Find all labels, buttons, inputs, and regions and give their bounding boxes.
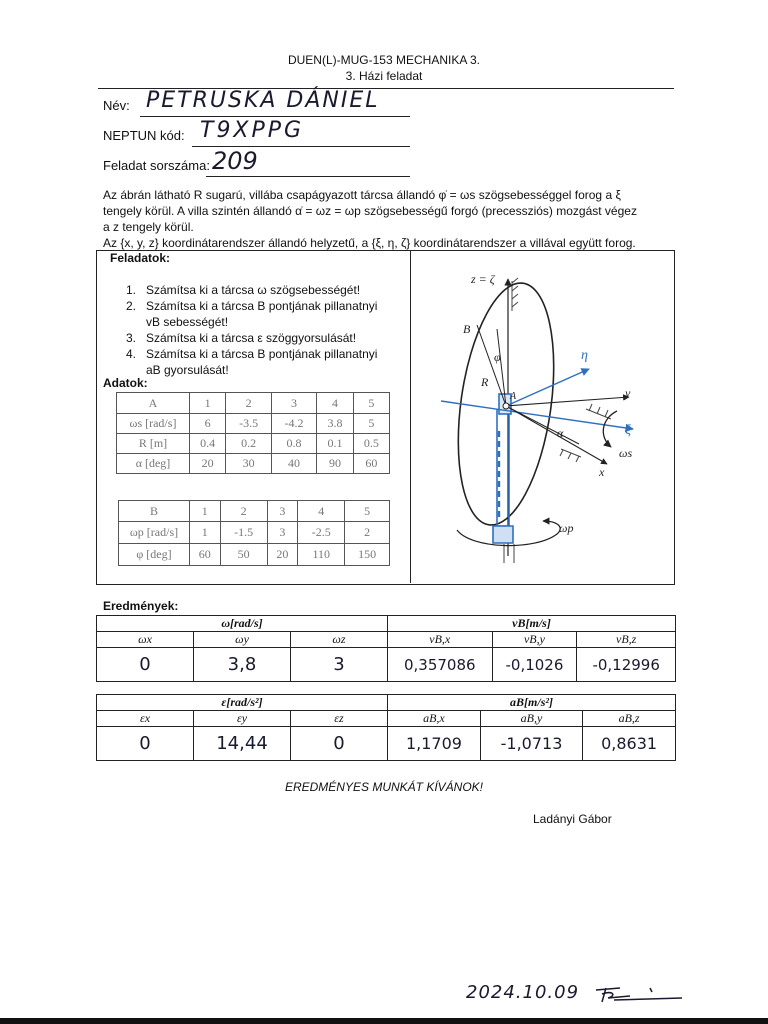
- task-number-value: 209: [212, 147, 258, 175]
- point-a: [503, 403, 509, 409]
- table-b-cell: ωp [rad/s]: [119, 522, 190, 544]
- col-ab-x: aB,x: [388, 711, 481, 727]
- task-item: [126, 298, 406, 314]
- tasks-list: [126, 282, 406, 378]
- name-value: PETRUSKA DÁNIEL: [146, 88, 380, 113]
- label-omega-s: ωs: [619, 446, 633, 460]
- table-b-cell: 110: [298, 544, 345, 566]
- task-item: [126, 330, 406, 346]
- table-b-header: 3: [267, 501, 298, 522]
- table-a-cell: 40: [271, 454, 316, 474]
- table-a-cell: 0.2: [226, 434, 271, 454]
- table-b-header: 1: [190, 501, 221, 522]
- table-a-cell: 0.5: [353, 434, 389, 454]
- col-omega-x: ωx: [97, 632, 194, 648]
- table-b-cell: 60: [190, 544, 221, 566]
- table-b-cell: 20: [267, 544, 298, 566]
- data-heading: Adatok:: [103, 376, 148, 390]
- label-alpha: α: [557, 426, 564, 440]
- task-num: 2.: [126, 299, 137, 313]
- table-b-cell: φ [deg]: [119, 544, 190, 566]
- task-num: 4.: [126, 347, 137, 361]
- label-x: x: [599, 465, 605, 479]
- task-num: 3.: [126, 331, 137, 345]
- table-a-cell: 60: [353, 454, 389, 474]
- table-a-cell: 5: [353, 414, 389, 434]
- neptun-label: NEPTUN kód:: [103, 128, 185, 143]
- table-a-cell: 6: [190, 414, 226, 434]
- label-omega-p: ωp: [559, 521, 574, 535]
- table-a-header: 5: [353, 393, 389, 414]
- course-title: DUEN(L)-MUG-153 MECHANIKA 3.: [287, 53, 481, 67]
- table-a-cell: 0.1: [317, 434, 353, 454]
- value-eps-z: 0: [291, 727, 388, 761]
- data-table-b: [118, 500, 390, 566]
- table-a-header: 1: [190, 393, 226, 414]
- value-vb-x: 0,357086: [388, 648, 493, 682]
- table-a-header: 4: [317, 393, 353, 414]
- label-xi: ξ: [625, 423, 631, 438]
- task-text: Számítsa ki a tárcsa B pontjának pillanatnyi: [146, 299, 378, 313]
- results-heading: Eredmények:: [103, 599, 179, 613]
- value-ab-x: 1,1709: [388, 727, 481, 761]
- task-number-underline: [206, 176, 410, 177]
- neptun-value: T9XPPG: [200, 118, 305, 143]
- table-b-cell: -1.5: [220, 522, 267, 544]
- task-item-cont: [126, 314, 406, 330]
- data-table-a: [116, 392, 390, 474]
- col-ab-z: aB,z: [583, 711, 676, 727]
- name-label: Név:: [103, 98, 130, 113]
- label-a: A: [510, 391, 517, 402]
- signature-date: 2024.10.09: [466, 982, 580, 1003]
- table-b-cell: 1: [190, 522, 221, 544]
- value-vb-z: -0,12996: [577, 648, 676, 682]
- col-vb-z: vB,z: [577, 632, 676, 648]
- task-item: [126, 282, 406, 298]
- table-a-cell: R [m]: [117, 434, 190, 454]
- value-eps-y: 14,44: [194, 727, 291, 761]
- intro-line-1: Az ábrán látható R sugarú, villába csapágyazott tárcsa állandó φ̇ = ωs szögsebességgel forog a ξ: [103, 188, 621, 202]
- table-b-header: 5: [345, 501, 390, 522]
- label-y: y: [625, 386, 631, 400]
- col-eps-y: εy: [194, 711, 291, 727]
- col-ab-y: aB,y: [480, 711, 582, 727]
- label-r: R: [481, 375, 489, 389]
- table-a-cell: 0.8: [271, 434, 316, 454]
- table-a-cell: 0.4: [190, 434, 226, 454]
- intro-line-3: a z tengely körül.: [103, 220, 194, 234]
- value-omega-z: 3: [291, 648, 388, 682]
- results-table-1: [96, 615, 676, 682]
- col-omega-z: ωz: [291, 632, 388, 648]
- value-ab-z: 0,8631: [583, 727, 676, 761]
- label-z-zeta: z = ζ: [471, 272, 495, 286]
- label-eta: η: [581, 348, 588, 363]
- intro-text: [103, 187, 683, 251]
- eps-title: ε[rad/s²]: [97, 695, 388, 711]
- omega-title: ω[rad/s]: [97, 616, 388, 632]
- col-vb-y: vB,y: [492, 632, 577, 648]
- value-ab-y: -1,0713: [480, 727, 582, 761]
- wish-text: EREDMÉNYES MUNKÁT KÍVÁNOK!: [284, 780, 484, 794]
- table-a-cell: ωs [rad/s]: [117, 414, 190, 434]
- value-eps-x: 0: [97, 727, 194, 761]
- table-a-cell: -3.5: [226, 414, 271, 434]
- task-number-label: Feladat sorszáma:: [103, 158, 210, 173]
- table-b-cell: -2.5: [298, 522, 345, 544]
- label-phi: φ: [494, 350, 501, 364]
- assignment-title: 3. Házi feladat: [345, 69, 423, 83]
- table-a-cell: 20: [190, 454, 226, 474]
- task-text: vB sebességét!: [146, 315, 229, 329]
- col-eps-z: εz: [291, 711, 388, 727]
- name-underline: [140, 116, 410, 117]
- table-b-header: 2: [220, 501, 267, 522]
- table-b-cell: 2: [345, 522, 390, 544]
- table-b-header: 4: [298, 501, 345, 522]
- signature: [590, 982, 690, 1006]
- table-a-cell: 90: [317, 454, 353, 474]
- table-a-cell: -4.2: [271, 414, 316, 434]
- table-a-header: 3: [271, 393, 316, 414]
- value-vb-y: -0,1026: [492, 648, 577, 682]
- intro-line-4: Az {x, y, z} koordinátarendszer állandó helyzetű, a {ξ, η, ζ} koordinátarendszer a villával együtt forog.: [103, 236, 636, 250]
- table-a-header: A: [117, 393, 190, 414]
- task-text: Számítsa ki a tárcsa ε szöggyorsulását!: [146, 331, 357, 345]
- task-item-cont: [126, 362, 406, 378]
- value-omega-y: 3,8: [194, 648, 291, 682]
- task-text: Számítsa ki a tárcsa B pontjának pillanatnyi: [146, 347, 378, 361]
- vb-title: vB[m/s]: [388, 616, 676, 632]
- table-b-cell: 3: [267, 522, 298, 544]
- task-text: aB gyorsulását!: [146, 363, 229, 377]
- disk-diagram: [411, 251, 672, 582]
- xi-extension: [506, 406, 579, 444]
- col-vb-x: vB,x: [388, 632, 493, 648]
- hatch-base: [504, 544, 514, 563]
- intro-line-2: tengely körül. A villa szintén állandó α̇ = ωz = ωp szögsebességű forgó (precessziós) mozgást végez: [103, 204, 637, 218]
- value-omega-x: 0: [97, 648, 194, 682]
- results-table-2: [96, 694, 676, 761]
- table-a-cell: 3.8: [317, 414, 353, 434]
- table-b-cell: 50: [220, 544, 267, 566]
- task-text: Számítsa ki a tárcsa ω szögsebességét!: [146, 283, 361, 297]
- col-eps-x: εx: [97, 711, 194, 727]
- label-b: B: [463, 322, 471, 336]
- ab-title: aB[m/s²]: [388, 695, 676, 711]
- task-item: [126, 346, 406, 362]
- col-omega-y: ωy: [194, 632, 291, 648]
- task-num: 1.: [126, 283, 137, 297]
- author-name: Ladányi Gábor: [533, 812, 612, 826]
- tasks-heading: Feladatok:: [110, 251, 171, 265]
- table-a-header: 2: [226, 393, 271, 414]
- table-a-cell: α [deg]: [117, 454, 190, 474]
- table-b-cell: 150: [345, 544, 390, 566]
- scan-edge: [0, 1018, 768, 1024]
- table-a-cell: 30: [226, 454, 271, 474]
- table-b-header: B: [119, 501, 190, 522]
